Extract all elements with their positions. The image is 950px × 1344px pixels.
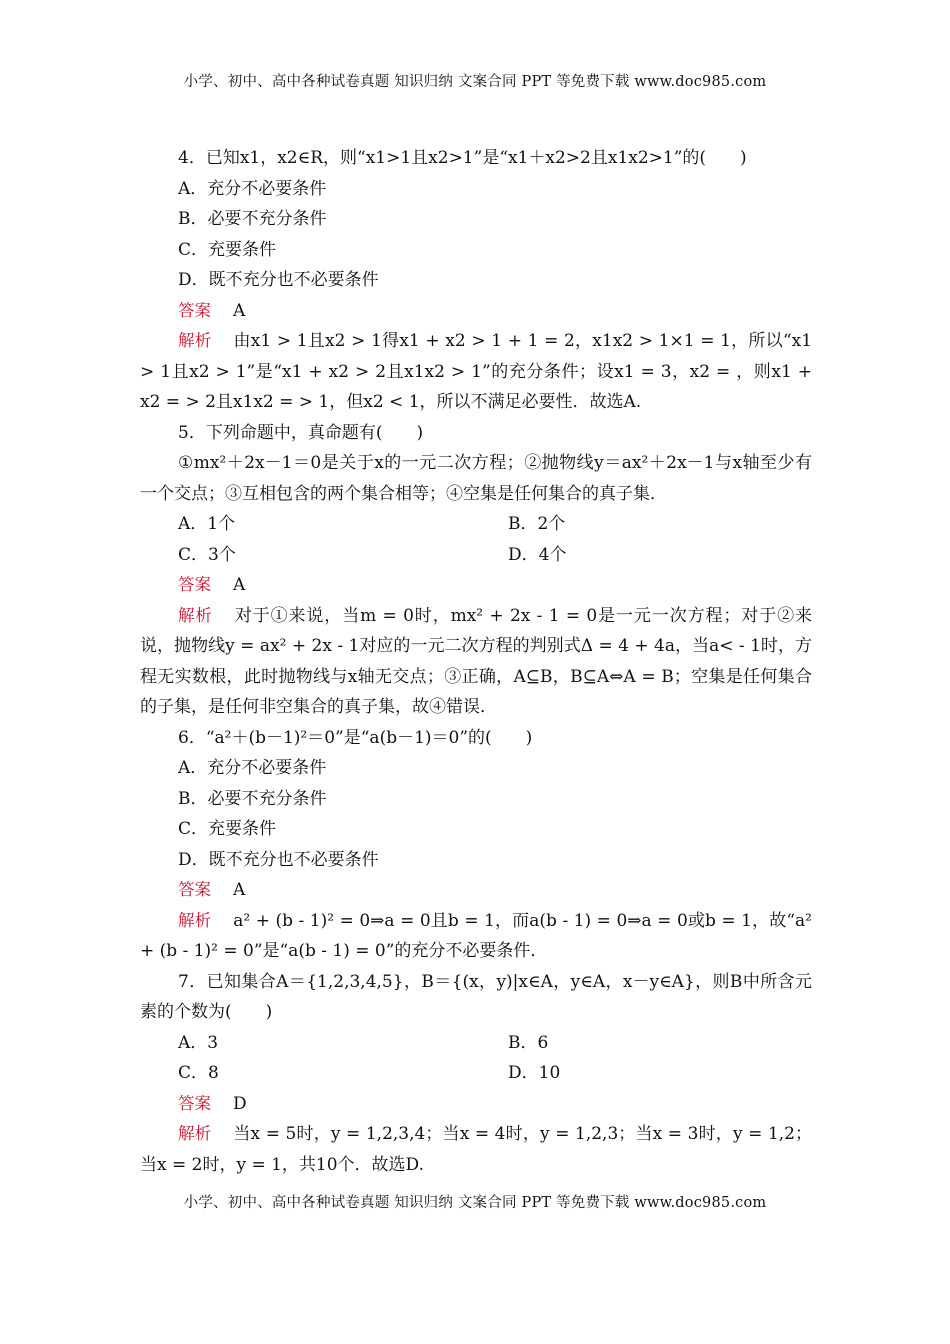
analysis-label: 解析 [178, 605, 213, 625]
analysis-text: a² + (b - 1)² = 0⇒a = 0且b = 1，而a(b - 1) = 0⇒a = 0或b = 1，故“a² + (b - 1)² = 0”是“a(b - 1) = 0”的充分不必要条件． [140, 910, 812, 961]
question-6-option-b: B．必要不充分条件 [178, 788, 327, 809]
question-5-option-a: A．1个 [178, 514, 236, 534]
question-7-answer [140, 1089, 812, 1120]
analysis-label: 解析 [178, 331, 212, 350]
question-7-option-c: C．8 [178, 1063, 219, 1083]
question-4-analysis [140, 326, 812, 418]
question-5-stem-detail [140, 448, 812, 509]
question-6-answer [140, 875, 812, 906]
question-7-analysis [140, 1119, 812, 1180]
analysis-text: 由x1 > 1且x2 > 1得x1 + x2 > 1 + 1 = 2，x1x2 > 1×1 = 1，所以“x1 > 1且x2 > 1”是“x1 + x2 > 2且x1x2 > 1”的充分条件；设x1 = 3，x2 = ，则x1 + x2 = > 2且x1x2 = > 1，但x2 < 1，所以不满足必要性．故选A. [140, 331, 813, 412]
question-4-answer [140, 296, 812, 327]
question-6-option-c: C．充要条件 [178, 819, 277, 839]
question-7-option-b: B．6 [508, 1032, 549, 1053]
question-4-option-d: D．既不充分也不必要条件 [178, 270, 379, 290]
question-6-stem: 6．“a²＋(b－1)²＝0”是“a(b－1)＝0”的( ) [178, 727, 533, 748]
question-4-option-c: C．充要条件 [178, 239, 277, 260]
question-5-options-row-1 [140, 509, 812, 540]
question-7-option-a: A．3 [178, 1032, 219, 1053]
question-5-stem: 5．下列命题中，真命题有( ) [178, 422, 424, 443]
question-7-options-row-2 [140, 1058, 812, 1089]
question-5-answer [140, 570, 812, 601]
question-7-options-row-1 [140, 1028, 812, 1059]
stem-text: 7．已知集合A＝{1,2,3,4,5}，B＝{(x，y)|x∈A，y∈A，x－y∈A}，则B中所含元素的个数为( ) [140, 971, 812, 1022]
question-4-option-a: A．充分不必要条件 [178, 178, 327, 199]
question-5-option-c: C．3个 [178, 544, 236, 565]
answer-value: A [233, 575, 246, 595]
analysis-text: 对于①来说，当m = 0时，mx² + 2x - 1 = 0是一元一次方程；对于②来说，抛物线y = ax² + 2x - 1对应的一元二次方程的判别式Δ = 4 + 4a，当a< - 1时，方程无实数根，此时抛物线与x轴无交点；③正确，A⊆B，B⊆A⇔A = B；空集是任何集合的子集，是任何非空集合的真子集，故④错误． [140, 605, 813, 717]
question-5-analysis [140, 601, 812, 723]
question-6-analysis [140, 906, 812, 967]
question-5-option-d: D．4个 [508, 544, 567, 565]
page-footer: 小学、初中、高中各种试卷真题 知识归纳 文案合同 PPT 等免费下载 www.doc985.com [183, 1195, 767, 1211]
question-5-option-b: B．2个 [508, 514, 566, 534]
question-4-option-b: B．必要不充分条件 [178, 209, 327, 229]
analysis-text: 当x = 5时，y = 1,2,3,4；当x = 4时，y = 1,2,3；当x = 3时，y = 1,2；当x = 2时，y = 1，共10个．故选D. [140, 1124, 812, 1175]
answer-value: D [233, 1093, 247, 1114]
answer-value: A [233, 300, 246, 321]
page-header: 小学、初中、高中各种试卷真题 知识归纳 文案合同 PPT 等免费下载 www.doc985.com [183, 74, 767, 90]
question-content [140, 143, 812, 1180]
question-7-option-d: D．10 [508, 1063, 561, 1083]
answer-label: 答案 [178, 1093, 211, 1113]
analysis-label: 解析 [178, 910, 212, 930]
answer-label: 答案 [178, 880, 211, 899]
question-7-stem [140, 967, 812, 1028]
analysis-label: 解析 [178, 1124, 212, 1143]
question-5-options-row-2 [140, 540, 812, 571]
answer-value: A [233, 880, 246, 900]
answer-label: 答案 [178, 575, 211, 594]
stem-detail-text: ①mx²＋2x－1＝0是关于x的一元二次方程；②抛物线y＝ax²＋2x－1与x轴至少有一个交点；③互相包含的两个集合相等；④空集是任何集合的真子集． [140, 453, 812, 504]
question-6-option-a: A．充分不必要条件 [178, 758, 327, 778]
question-4-stem: 4．已知x1，x2∈R，则“x1>1且x2>1”是“x1＋x2>2且x1x2>1”的( ) [178, 148, 747, 168]
question-6-option-d: D．既不充分也不必要条件 [178, 849, 379, 870]
answer-label: 答案 [178, 300, 211, 320]
